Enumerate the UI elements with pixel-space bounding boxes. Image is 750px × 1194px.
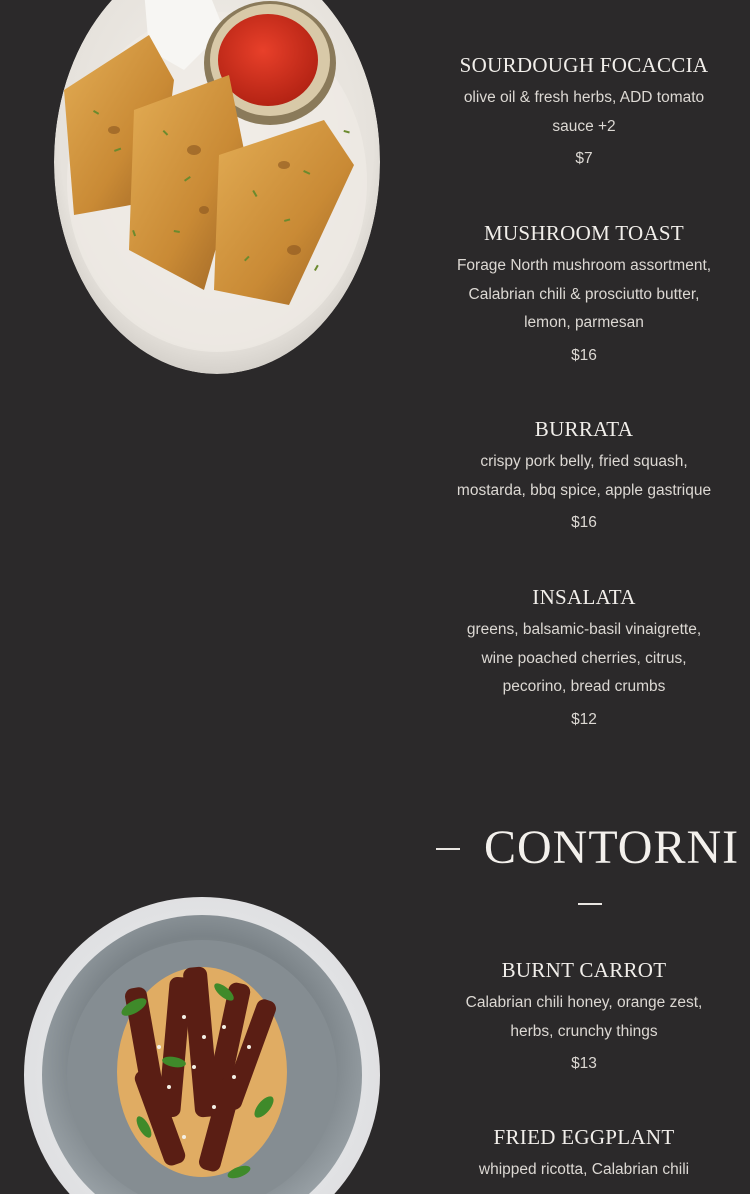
menu-item xyxy=(440,52,728,171)
item-name: FRIED EGGPLANT xyxy=(493,1125,675,1149)
item-description: Forage North mushroom assortment, Calabrian chili & prosciutto butter, lemon, parmesan xyxy=(456,257,712,331)
section-title: CONTORNI xyxy=(484,821,740,874)
item-name: MUSHROOM TOAST xyxy=(483,221,685,245)
item-description: Calabrian chili honey, orange zest, herbs, crunchy things xyxy=(465,994,703,1040)
item-description: greens, balsamic-basil vinaigrette, wine poached cherries, citrus, pecorino, bread crumbs xyxy=(466,621,702,695)
item-price: $7 xyxy=(575,150,593,167)
item-price: $16 xyxy=(571,514,597,531)
menu-item xyxy=(440,220,728,368)
item-description: crispy pork belly, fried squash, mostarda, bbq spice, apple gastrique xyxy=(456,453,712,499)
item-description: whipped ricotta, Calabrian chili xyxy=(478,1161,690,1178)
item-price: $12 xyxy=(571,710,597,728)
menu-item xyxy=(440,584,728,732)
item-description: olive oil & fresh herbs, ADD tomato sauce +2 xyxy=(463,89,705,135)
menu-item xyxy=(440,957,728,1076)
item-price: $13 xyxy=(571,1055,597,1072)
menu-item xyxy=(440,1124,728,1185)
menu-item xyxy=(440,416,728,535)
item-name: INSALATA xyxy=(532,585,636,609)
item-price: $16 xyxy=(571,346,597,364)
section-divider xyxy=(578,903,602,905)
section-heading xyxy=(430,818,740,878)
item-name: BURRATA xyxy=(534,417,634,441)
item-name: BURNT CARROT xyxy=(501,958,667,982)
focaccia-photo xyxy=(54,0,380,374)
burnt-carrot-photo xyxy=(24,897,380,1194)
heading-dash xyxy=(436,848,460,850)
item-name: SOURDOUGH FOCACCIA xyxy=(459,53,709,77)
